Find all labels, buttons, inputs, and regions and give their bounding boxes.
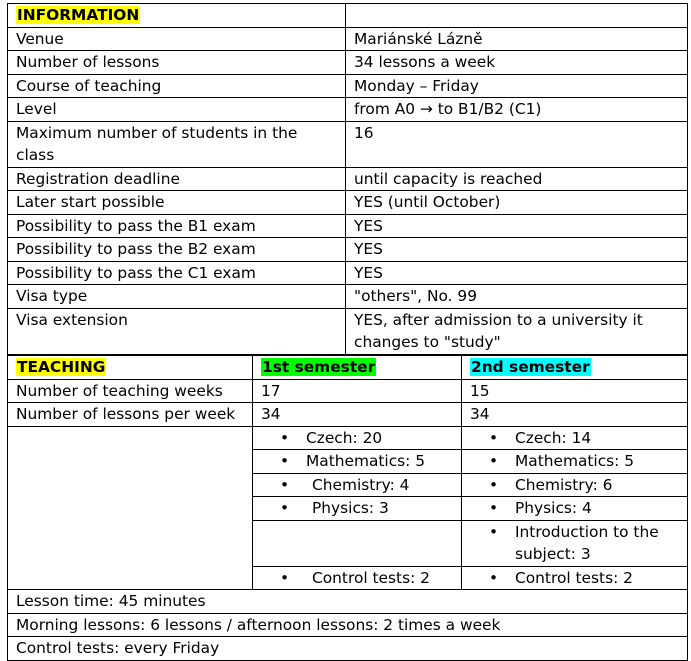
table-row bbox=[8, 51, 688, 75]
bullet-icon: • bbox=[489, 522, 499, 541]
row-label: Level bbox=[8, 98, 346, 122]
table-row bbox=[8, 214, 688, 238]
table-row bbox=[8, 637, 688, 661]
row-value: from A0 → to B1/B2 (C1) bbox=[346, 98, 688, 122]
row-label: Possibility to pass the B1 exam bbox=[8, 214, 346, 238]
row-value: Monday – Friday bbox=[346, 74, 688, 98]
row-label: Course of teaching bbox=[8, 74, 346, 98]
information-header-row bbox=[8, 4, 688, 28]
semester1-header-cell bbox=[253, 356, 462, 380]
row-label: Later start possible bbox=[8, 191, 346, 215]
subject-sem1 bbox=[253, 566, 462, 590]
row-label: Maximum number of students in the class bbox=[8, 121, 346, 167]
lessons-label: Number of lessons per week bbox=[8, 403, 253, 427]
subject-text: Czech: 14 bbox=[515, 428, 592, 447]
bullet-icon: • bbox=[489, 452, 499, 470]
teaching-header-row bbox=[8, 356, 688, 380]
subject-text: Chemistry: 4 bbox=[312, 475, 410, 494]
subject-sem1 bbox=[253, 426, 462, 450]
table-row bbox=[8, 613, 688, 637]
subject-text: Mathematics: 5 bbox=[515, 452, 635, 470]
table-row bbox=[8, 403, 688, 427]
information-header-cell bbox=[8, 4, 346, 28]
subject-text: Physics: 3 bbox=[312, 499, 389, 517]
row-value: YES (until October) bbox=[346, 191, 688, 215]
bullet-icon: • bbox=[280, 568, 290, 587]
subject-sem1 bbox=[253, 450, 462, 474]
control-tests-note: Control tests: every Friday bbox=[8, 637, 688, 661]
row-value: until capacity is reached bbox=[346, 167, 688, 191]
table-row bbox=[8, 379, 688, 403]
table-row bbox=[8, 121, 688, 167]
semester2-header-cell bbox=[462, 356, 688, 380]
subject-sem2 bbox=[462, 473, 688, 497]
subject-row bbox=[8, 426, 688, 450]
teaching-table bbox=[7, 355, 688, 661]
subject-sem2 bbox=[462, 426, 688, 450]
information-table bbox=[7, 3, 688, 355]
row-label: Possibility to pass the B2 exam bbox=[8, 238, 346, 262]
bullet-icon: • bbox=[280, 452, 290, 470]
lessons-sem1: 34 bbox=[253, 403, 462, 427]
subject-sem1-empty bbox=[253, 520, 462, 566]
weeks-sem1: 17 bbox=[253, 379, 462, 403]
subject-text: Chemistry: 6 bbox=[515, 475, 613, 494]
row-value: YES bbox=[346, 238, 688, 262]
table-row bbox=[8, 27, 688, 51]
bullet-icon: • bbox=[489, 499, 499, 517]
row-label: Venue bbox=[8, 27, 346, 51]
lesson-schedule: Morning lessons: 6 lessons / afternoon lessons: 2 times a week bbox=[8, 613, 688, 637]
bullet-icon: • bbox=[489, 568, 499, 587]
subject-sem2 bbox=[462, 520, 688, 566]
lesson-time: Lesson time: 45 minutes bbox=[8, 590, 688, 614]
subject-sem2 bbox=[462, 497, 688, 521]
table-row bbox=[8, 74, 688, 98]
row-label: Visa type bbox=[8, 285, 346, 309]
subject-text: Physics: 4 bbox=[515, 499, 592, 517]
teaching-header: TEACHING bbox=[17, 358, 106, 376]
bullet-icon: • bbox=[489, 475, 499, 494]
teaching-header-cell bbox=[8, 356, 253, 380]
semester1-header: 1st semester bbox=[262, 358, 376, 376]
subject-text: Control tests: 2 bbox=[312, 568, 430, 587]
row-label: Possibility to pass the C1 exam bbox=[8, 261, 346, 285]
subject-text: Czech: 20 bbox=[306, 428, 383, 447]
information-header: INFORMATION bbox=[17, 6, 140, 24]
bullet-icon: • bbox=[280, 499, 290, 517]
table-row bbox=[8, 285, 688, 309]
row-value: 16 bbox=[346, 121, 688, 167]
table-row bbox=[8, 308, 688, 354]
subject-sem1 bbox=[253, 473, 462, 497]
information-header-empty bbox=[346, 4, 688, 28]
row-value: "others", No. 99 bbox=[346, 285, 688, 309]
bullet-icon: • bbox=[489, 428, 499, 447]
table-row bbox=[8, 167, 688, 191]
bullet-icon: • bbox=[280, 428, 290, 447]
table-row bbox=[8, 191, 688, 215]
semester2-header: 2nd semester bbox=[471, 358, 590, 376]
weeks-sem2: 15 bbox=[462, 379, 688, 403]
table-row bbox=[8, 590, 688, 614]
subjects-empty-cell bbox=[8, 426, 253, 590]
row-value: YES bbox=[346, 261, 688, 285]
subject-text: Control tests: 2 bbox=[515, 568, 633, 587]
row-label: Number of lessons bbox=[8, 51, 346, 75]
subject-sem2 bbox=[462, 566, 688, 590]
row-value: YES bbox=[346, 214, 688, 238]
table-row bbox=[8, 238, 688, 262]
subject-sem1 bbox=[253, 497, 462, 521]
table-row bbox=[8, 261, 688, 285]
row-value: 34 lessons a week bbox=[346, 51, 688, 75]
subject-sem2 bbox=[462, 450, 688, 474]
bullet-icon: • bbox=[280, 475, 290, 494]
row-label: Visa extension bbox=[8, 308, 346, 354]
row-value: Mariánské Lázně bbox=[346, 27, 688, 51]
row-value: YES, after admission to a university it changes to "study" bbox=[346, 308, 688, 354]
lessons-sem2: 34 bbox=[462, 403, 688, 427]
table-row bbox=[8, 98, 688, 122]
subject-text: Mathematics: 5 bbox=[306, 452, 426, 470]
weeks-label: Number of teaching weeks bbox=[8, 379, 253, 403]
subject-text: Introduction to the subject: 3 bbox=[515, 522, 659, 563]
row-label: Registration deadline bbox=[8, 167, 346, 191]
